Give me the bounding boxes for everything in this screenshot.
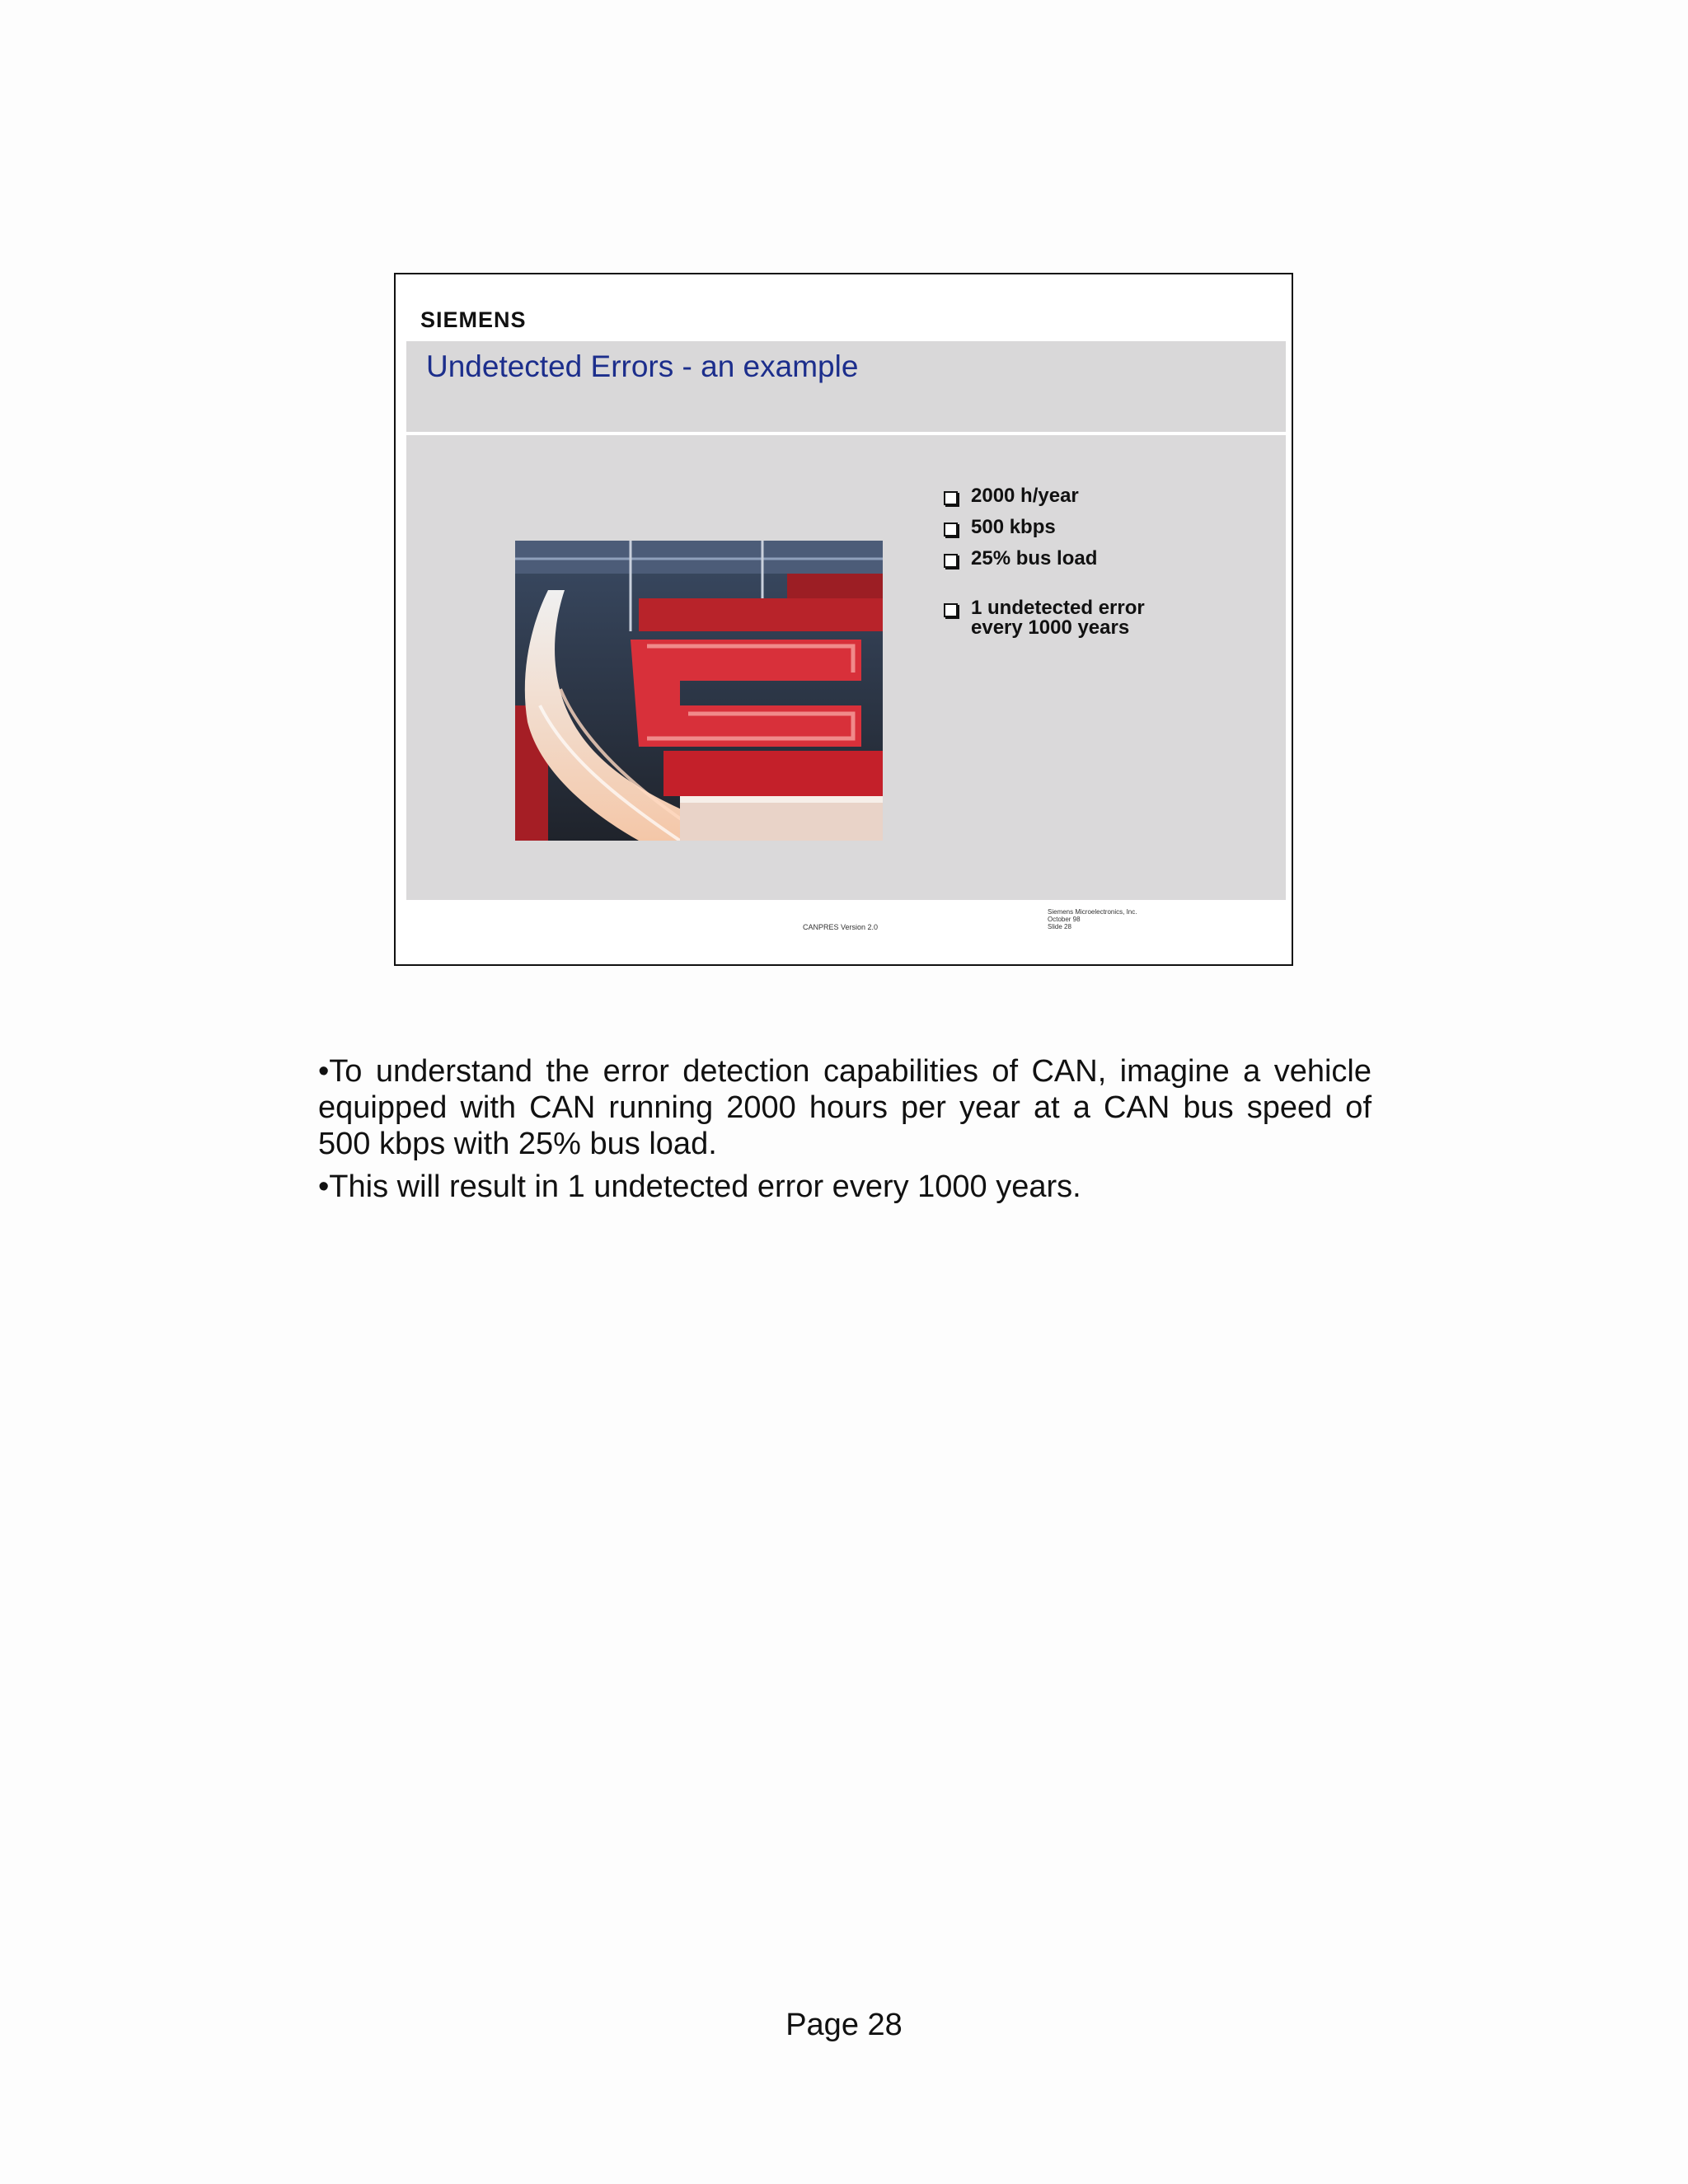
- note-paragraph: •To understand the error detection capabilities of CAN, imagine a vehicle equipped with CAN running 2000 hours per year at a CAN bus speed of 500 kbps with 25% bus load.: [318, 1054, 1372, 1161]
- footer-company: Siemens Microelectronics, Inc.: [1048, 908, 1137, 916]
- bullet-item: [944, 486, 1079, 506]
- footer-slide-number: Slide 28: [1048, 923, 1071, 930]
- bullet-item: [944, 598, 1166, 638]
- slide-footer-info: [1048, 908, 1137, 930]
- bullet-text: 25% bus load: [971, 547, 1098, 569]
- bottling-plant-conveyor-photo: [515, 541, 883, 841]
- page-number: Page 28: [785, 2008, 903, 2042]
- checkbox-bullet-icon: [944, 523, 958, 537]
- slide-title: Undetected Errors - an example: [426, 349, 859, 383]
- note-paragraph: •This will result in 1 undetected error every 1000 years.: [318, 1169, 1081, 1204]
- title-band: [406, 341, 1286, 432]
- siemens-logo: SIEMENS: [420, 307, 527, 332]
- slide-footer-version: CANPRES Version 2.0: [803, 923, 879, 931]
- bullet-item: [944, 518, 1056, 537]
- checkbox-bullet-icon: [944, 491, 958, 505]
- bottling-plant-photo: [515, 541, 883, 841]
- bullet-item: [944, 549, 1097, 569]
- bullet-text: 2000 h/year: [971, 485, 1079, 507]
- slide-body: [406, 435, 1286, 900]
- slide-frame: [394, 273, 1293, 966]
- footer-date: October 98: [1048, 916, 1081, 923]
- bullet-text: 1 undetected error every 1000 years: [971, 597, 1145, 639]
- speaker-notes: [318, 1053, 1372, 1212]
- checkbox-bullet-icon: [944, 554, 958, 568]
- checkbox-bullet-icon: [944, 603, 958, 617]
- bullet-text: 500 kbps: [971, 516, 1056, 538]
